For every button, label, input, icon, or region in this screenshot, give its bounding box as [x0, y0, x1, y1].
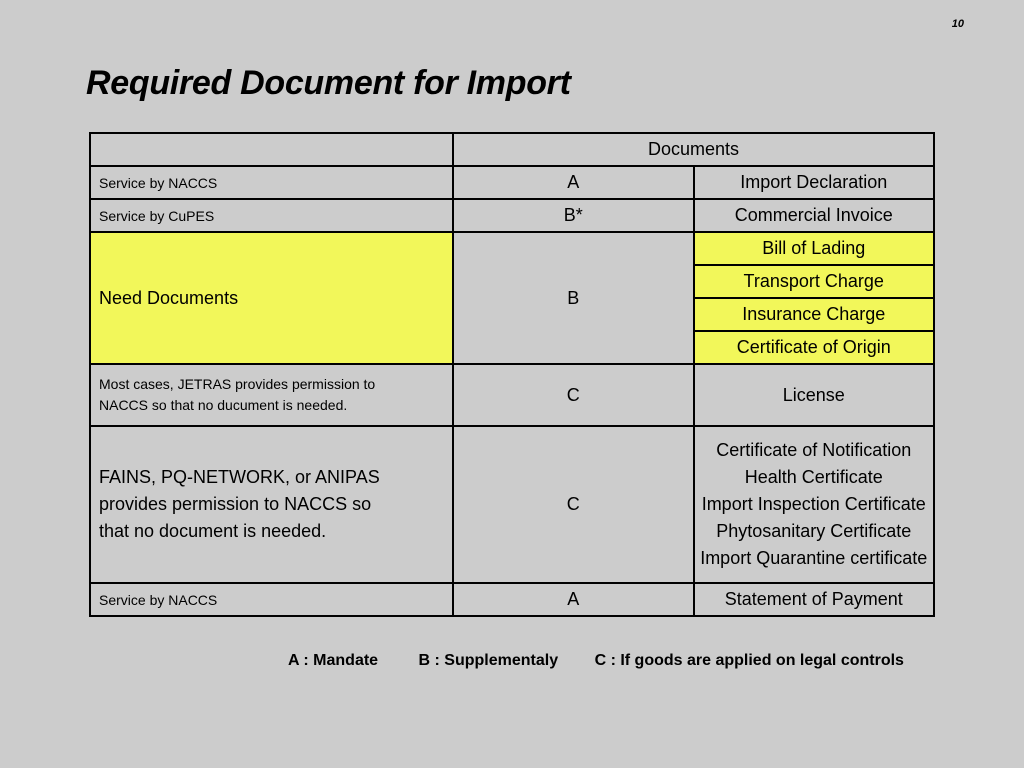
service-cell [90, 364, 453, 426]
table-row [90, 426, 934, 583]
document-line: Import Inspection Certificate [701, 494, 926, 514]
service-line: NACCS so that no ducument is needed. [99, 397, 348, 413]
header-empty-cell [90, 133, 453, 166]
legend-mandate: A : Mandate [288, 652, 379, 669]
table-row [90, 166, 934, 199]
service-cell: Service by CuPES [90, 199, 453, 232]
documents-table [89, 132, 935, 617]
table-row [90, 232, 934, 265]
service-line: Most cases, JETRAS provides permission to [99, 376, 376, 392]
table-row [90, 583, 934, 616]
service-cell [90, 426, 453, 583]
code-cell: A [453, 583, 694, 616]
service-line: FAINS, PQ-NETWORK, or ANIPAS [99, 467, 380, 487]
code-cell: C [453, 426, 694, 583]
document-line: Import Quarantine certificate [700, 548, 928, 568]
document-line: Certificate of Notification [716, 440, 912, 460]
document-cell: Import Declaration [694, 166, 935, 199]
table-row [90, 199, 934, 232]
document-cell: Commercial Invoice [694, 199, 935, 232]
code-cell: A [453, 166, 694, 199]
service-cell: Service by NACCS [90, 166, 453, 199]
table-header-row [90, 133, 934, 166]
service-line: that no document is needed. [99, 521, 327, 541]
document-line: Health Certificate [744, 467, 883, 487]
code-cell: B [453, 232, 694, 364]
document-cell: License [694, 364, 935, 426]
table-row [90, 364, 934, 426]
document-cell [694, 426, 935, 583]
page-number: 10 [951, 18, 964, 30]
page-title: Required Document for Import [86, 64, 571, 102]
document-cell: Bill of Lading [694, 232, 935, 265]
code-cell: C [453, 364, 694, 426]
document-cell: Insurance Charge [694, 298, 935, 331]
document-cell: Statement of Payment [694, 583, 935, 616]
code-cell: B* [453, 199, 694, 232]
legend-legal-controls: C : If goods are applied on legal controls [594, 652, 904, 669]
service-cell: Need Documents [90, 232, 453, 364]
service-line: provides permission to NACCS so [99, 494, 372, 514]
document-line: Phytosanitary Certificate [716, 521, 912, 541]
document-cell: Transport Charge [694, 265, 935, 298]
service-cell: Service by NACCS [90, 583, 453, 616]
legend [288, 652, 904, 670]
legend-supplementaly: B : Supplementaly [418, 652, 559, 669]
document-cell: Certificate of Origin [694, 331, 935, 364]
documents-header: Documents [453, 133, 934, 166]
